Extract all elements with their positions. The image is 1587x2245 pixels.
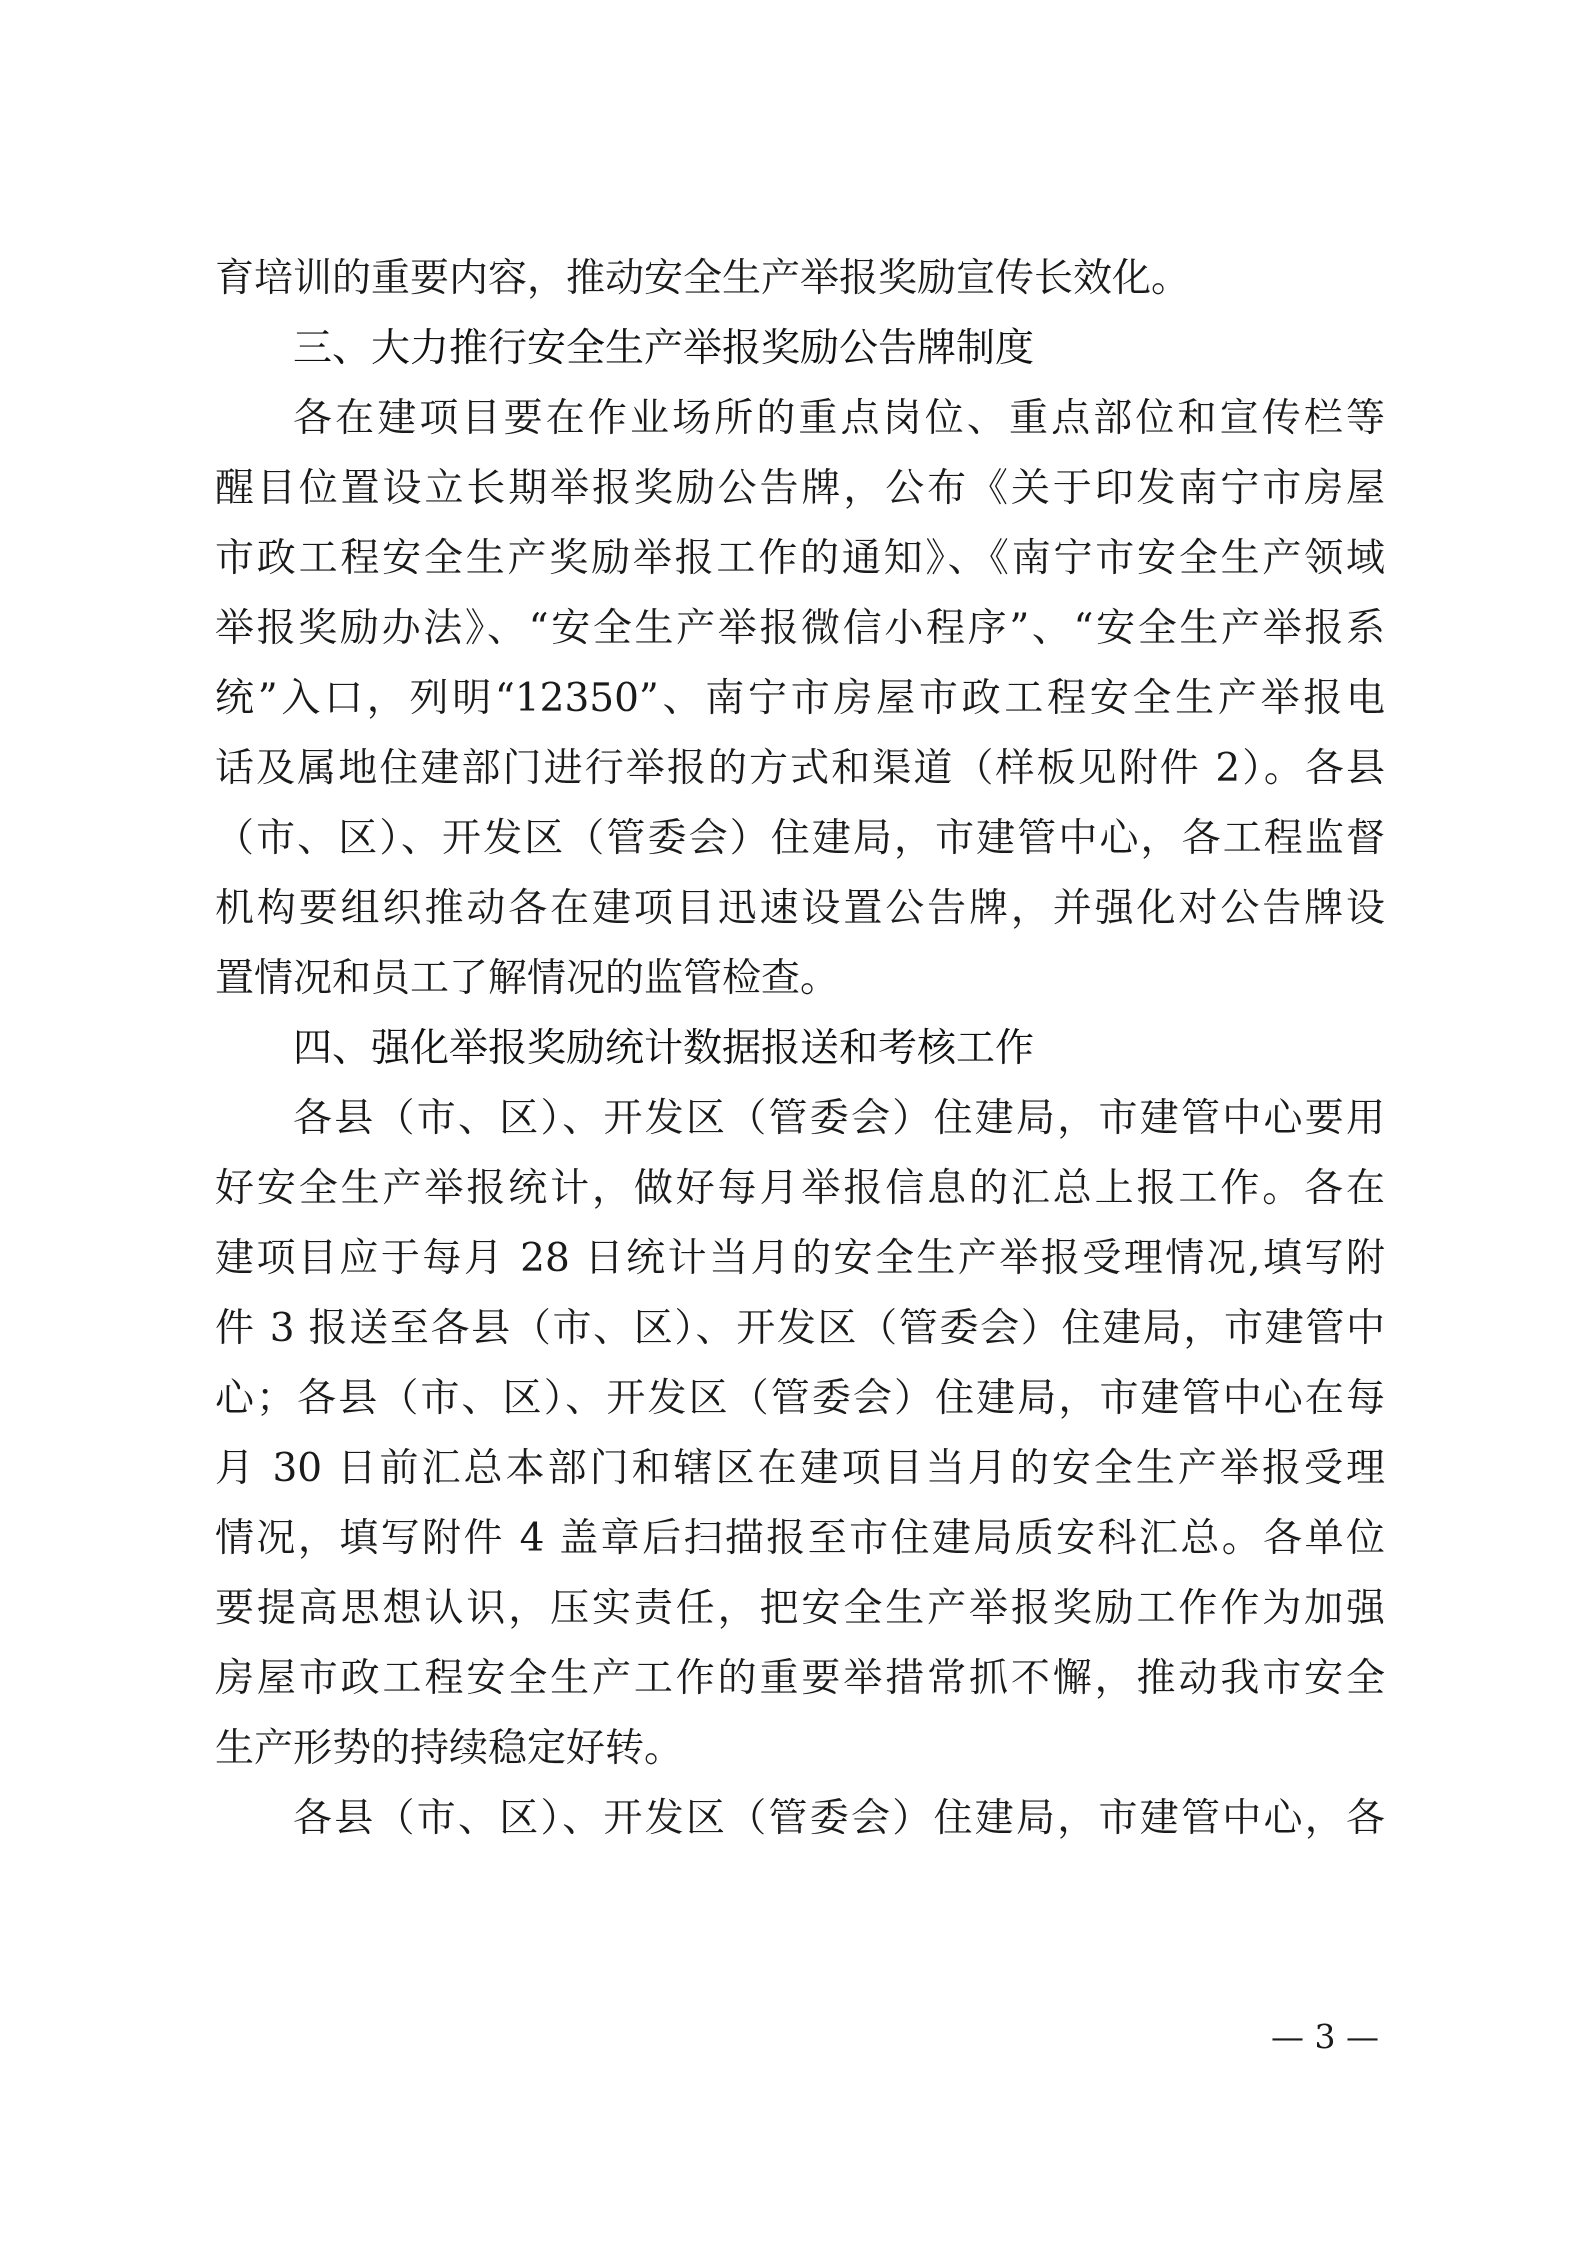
paragraph-line: 醒目位置设立长期举报奖励公告牌，公布《关于印发南宁市房屋 <box>215 466 1385 511</box>
paragraph-line: 月 30 日前汇总本部门和辖区在建项目当月的安全生产举报受理 <box>215 1446 1385 1491</box>
paragraph-line: 话及属地住建部门进行举报的方式和渠道（样板见附件 2）。各县 <box>215 746 1385 791</box>
paragraph-line: 各县（市、区）、开发区（管委会）住建局，市建管中心，各 <box>293 1796 1385 1841</box>
paragraph-line: 房屋市政工程安全生产工作的重要举措常抓不懈，推动我市安全 <box>215 1656 1385 1701</box>
paragraph-line: 各县（市、区）、开发区（管委会）住建局，市建管中心要用 <box>293 1096 1385 1141</box>
paragraph-line: 机构要组织推动各在建项目迅速设置公告牌，并强化对公告牌设 <box>215 886 1385 931</box>
paragraph-line: 育培训的重要内容，推动安全生产举报奖励宣传长效化。 <box>215 256 1191 301</box>
paragraph-line: （市、区）、开发区（管委会）住建局，市建管中心，各工程监督 <box>215 816 1385 861</box>
paragraph-line: 心；各县（市、区）、开发区（管委会）住建局，市建管中心在每 <box>215 1376 1385 1421</box>
paragraph-line: 市政工程安全生产奖励举报工作的通知》、《南宁市安全生产领域 <box>215 536 1385 581</box>
paragraph-line: 好安全生产举报统计，做好每月举报信息的汇总上报工作。各在 <box>215 1166 1385 1211</box>
paragraph-line: 举报奖励办法》、“安全生产举报微信小程序”、“安全生产举报系 <box>215 606 1385 651</box>
paragraph-line: 要提高思想认识，压实责任，把安全生产举报奖励工作作为加强 <box>215 1586 1385 1631</box>
paragraph-line: 置情况和员工了解情况的监管检查。 <box>215 956 840 1001</box>
paragraph-line: 件 3 报送至各县（市、区）、开发区（管委会）住建局，市建管中 <box>215 1306 1385 1351</box>
section-heading-3: 三、大力推行安全生产举报奖励公告牌制度 <box>293 326 1035 371</box>
paragraph-line: 各在建项目要在作业场所的重点岗位、重点部位和宣传栏等 <box>293 396 1385 441</box>
paragraph-line: 生产形势的持续稳定好转。 <box>215 1726 684 1771</box>
paragraph-line: 统”入口，列明“12350”、南宁市房屋市政工程安全生产举报电 <box>215 676 1385 721</box>
page-number: — 3 — <box>1271 2017 1379 2056</box>
paragraph-line: 建项目应于每月 28 日统计当月的安全生产举报受理情况,填写附 <box>215 1236 1385 1281</box>
section-heading-4: 四、强化举报奖励统计数据报送和考核工作 <box>293 1026 1035 1071</box>
paragraph-line: 情况，填写附件 4 盖章后扫描报至市住建局质安科汇总。各单位 <box>215 1516 1385 1561</box>
